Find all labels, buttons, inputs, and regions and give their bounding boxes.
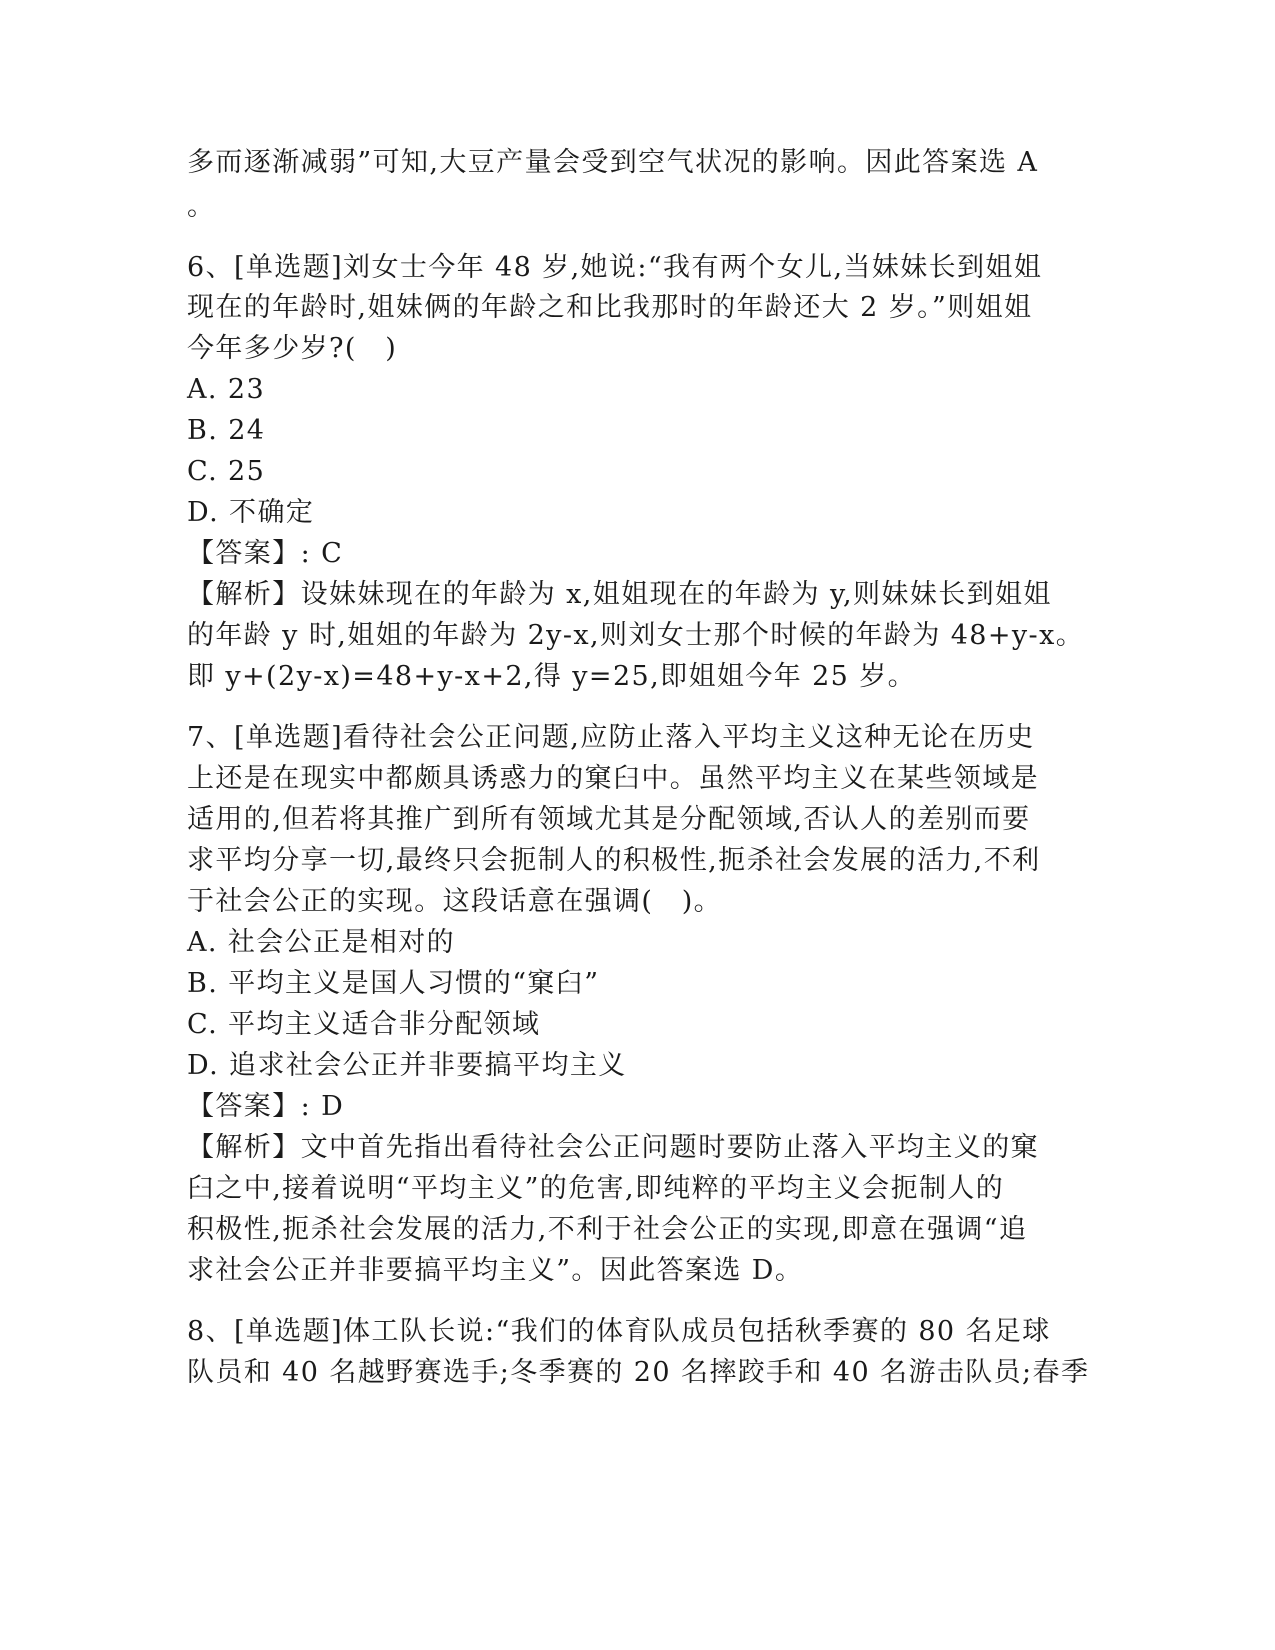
- question-7-option-b: B. 平均主义是国人习惯的“窠臼”: [187, 968, 600, 999]
- text-line: 多而逐渐减弱”可知,大豆产量会受到空气状况的影响。因此答案选 A: [187, 147, 1039, 178]
- question-6-answer: 【答案】: C: [187, 538, 344, 569]
- question-8-stem: 8、[单选题]体工队长说:“我们的体育队成员包括秋季赛的 80 名足球: [187, 1316, 1051, 1347]
- question-7-stem: 上还是在现实中都颇具诱惑力的窠臼中。虽然平均主义在某些领域是: [187, 763, 1039, 794]
- question-6-option-d: D. 不确定: [187, 497, 315, 528]
- question-7-stem: 于社会公正的实现。这段话意在强调( )。: [187, 886, 723, 917]
- question-7-option-c: C. 平均主义适合非分配领域: [187, 1009, 541, 1040]
- question-7-analysis: 积极性,扼杀社会发展的活力,不利于社会公正的实现,即意在强调“追: [187, 1214, 1028, 1245]
- text-line: 。: [187, 191, 216, 222]
- question-6-stem: 6、[单选题]刘女士今年 48 岁,她说:“我有两个女儿,当妹妹长到姐姐: [187, 252, 1043, 283]
- question-7-answer: 【答案】: D: [187, 1091, 345, 1122]
- question-6-option-c: C. 25: [187, 456, 266, 487]
- question-6-option-b: B. 24: [187, 415, 266, 446]
- question-6-analysis: 的年龄 y 时,姐姐的年龄为 2y-x,则刘女士那个时候的年龄为 48+y-x。: [187, 620, 1085, 651]
- question-6-option-a: A. 23: [187, 374, 266, 405]
- question-6-stem: 现在的年龄时,姐妹俩的年龄之和比我那时的年龄还大 2 岁。”则姐姐: [187, 292, 1033, 323]
- question-7-analysis: 【解析】文中首先指出看待社会公正问题时要防止落入平均主义的窠: [187, 1132, 1039, 1163]
- question-6-analysis: 【解析】设妹妹现在的年龄为 x,姐姐现在的年龄为 y,则妹妹长到姐姐: [187, 579, 1052, 610]
- question-6-analysis: 即 y+(2y-x)=48+y-x+2,得 y=25,即姐姐今年 25 岁。: [187, 661, 917, 692]
- question-7-stem: 7、[单选题]看待社会公正问题,应防止落入平均主义这种无论在历史: [187, 722, 1035, 753]
- question-7-stem: 适用的,但若将其推广到所有领域尤其是分配领域,否认人的差别而要: [187, 804, 1031, 835]
- question-7-option-d: D. 追求社会公正并非要搞平均主义: [187, 1050, 627, 1081]
- question-7-analysis: 臼之中,接着说明“平均主义”的危害,即纯粹的平均主义会扼制人的: [187, 1173, 1005, 1204]
- question-6-stem: 今年多少岁?( ): [187, 333, 398, 364]
- question-7-analysis: 求社会公正并非要搞平均主义”。因此答案选 D。: [187, 1255, 804, 1286]
- question-8-stem: 队员和 40 名越野赛选手;冬季赛的 20 名摔跤手和 40 名游击队员;春季: [187, 1357, 1090, 1388]
- question-7-option-a: A. 社会公正是相对的: [187, 927, 456, 958]
- question-7-stem: 求平均分享一切,最终只会扼制人的积极性,扼杀社会发展的活力,不利: [187, 845, 1041, 876]
